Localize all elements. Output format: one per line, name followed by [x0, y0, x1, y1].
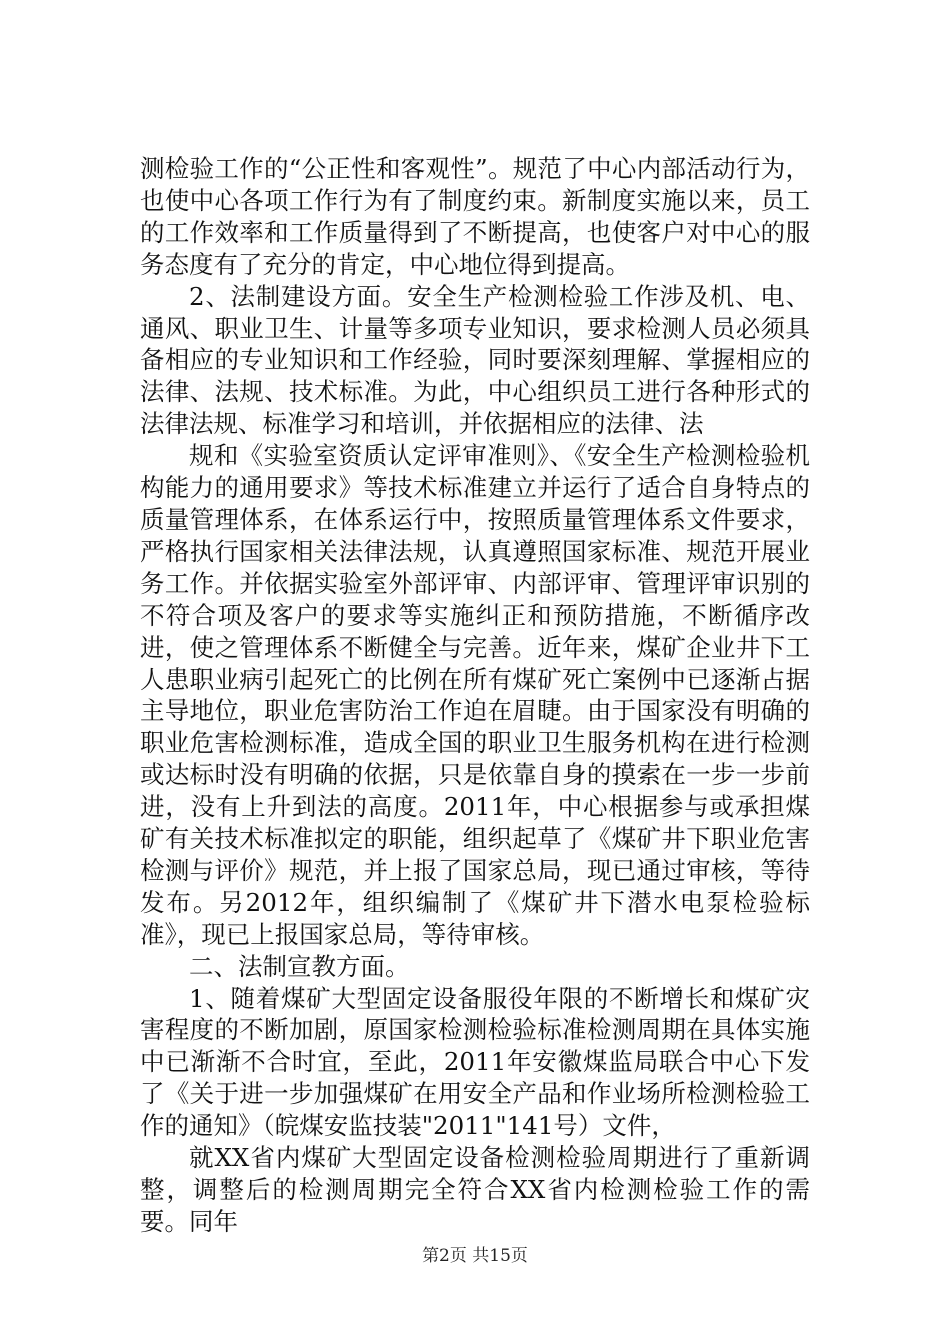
document-body	[140, 153, 810, 1238]
paragraph-3: 规和《实验室资质认定评审准则》、《安全生产检测检验机构能力的通用要求》等技术标准建立并运行了适合自身特点的质量管理体系，在体系运行中，按照质量管理体系文件要求，严格执行国家相关法律法规，认真遵照国家标准、规范开展业务工作。并依据实验室外部评审、内部评审、管理评审识别的不符合项及客户的要求等实施纠正和预防措施，不断循序改进，使之管理体系不断健全与完善。近年来，煤矿企业井下工人患职业病引起死亡的比例在所有煤矿死亡案例中已逐渐占据主导地位，职业危害防治工作迫在眉睫。由于国家没有明确的职业危害检测标准，造成全国的职业卫生服务机构在进行检测或达标时没有明确的依据，只是依靠自身的摸索在一步一步前进，没有上升到法的高度。2011年，中心根据参与或承担煤矿有关技术标准拟定的职能，组织起草了《煤矿井下职业危害检测与评价》规范，并上报了国家总局，现已通过审核，等待发布。另2012年，组织编制了《煤矿井下潜水电泵检验标准》，现已上报国家总局，等待审核。	[140, 441, 810, 949]
paragraph-6: 就XX省内煤矿大型固定设备检测检验周期进行了重新调整，调整后的检测周期完全符合XX省内检测检验工作的需要。同年	[140, 1143, 810, 1236]
paragraph-1: 测检验工作的“公正性和客观性”。规范了中心内部活动行为，也使中心各项工作行为有了制度约束。新制度实施以来，员工的工作效率和工作质量得到了不断提高，也使客户对中心的服务态度有了充分的肯定，中心地位得到提高。	[140, 154, 810, 279]
paragraph-4: 二、法制宣教方面。	[189, 951, 410, 981]
paragraph-5: 1、随着煤矿大型固定设备服役年限的不断增长和煤矿灾害程度的不断加剧，原国家检测检验标准检测周期在具体实施中已渐渐不合时宜，至此，2011年安徽煤监局联合中心下发了《关于进一步加强煤矿在用安全产品和作业场所检测检验工作的通知》（皖煤安监技装"2011"141号）文件，	[140, 983, 810, 1141]
page-footer: 第2页 共15页	[422, 1246, 528, 1266]
paragraph-2: 2、法制建设方面。安全生产检测检验工作涉及机、电、通风、职业卫生、计量等多项专业知识，要求检测人员必须具备相应的专业知识和工作经验，同时要深刻理解、掌握相应的法律、法规、技术标准。为此，中心组织员工进行各种形式的法律法规、标准学习和培训，并依据相应的法律、法	[140, 281, 810, 439]
